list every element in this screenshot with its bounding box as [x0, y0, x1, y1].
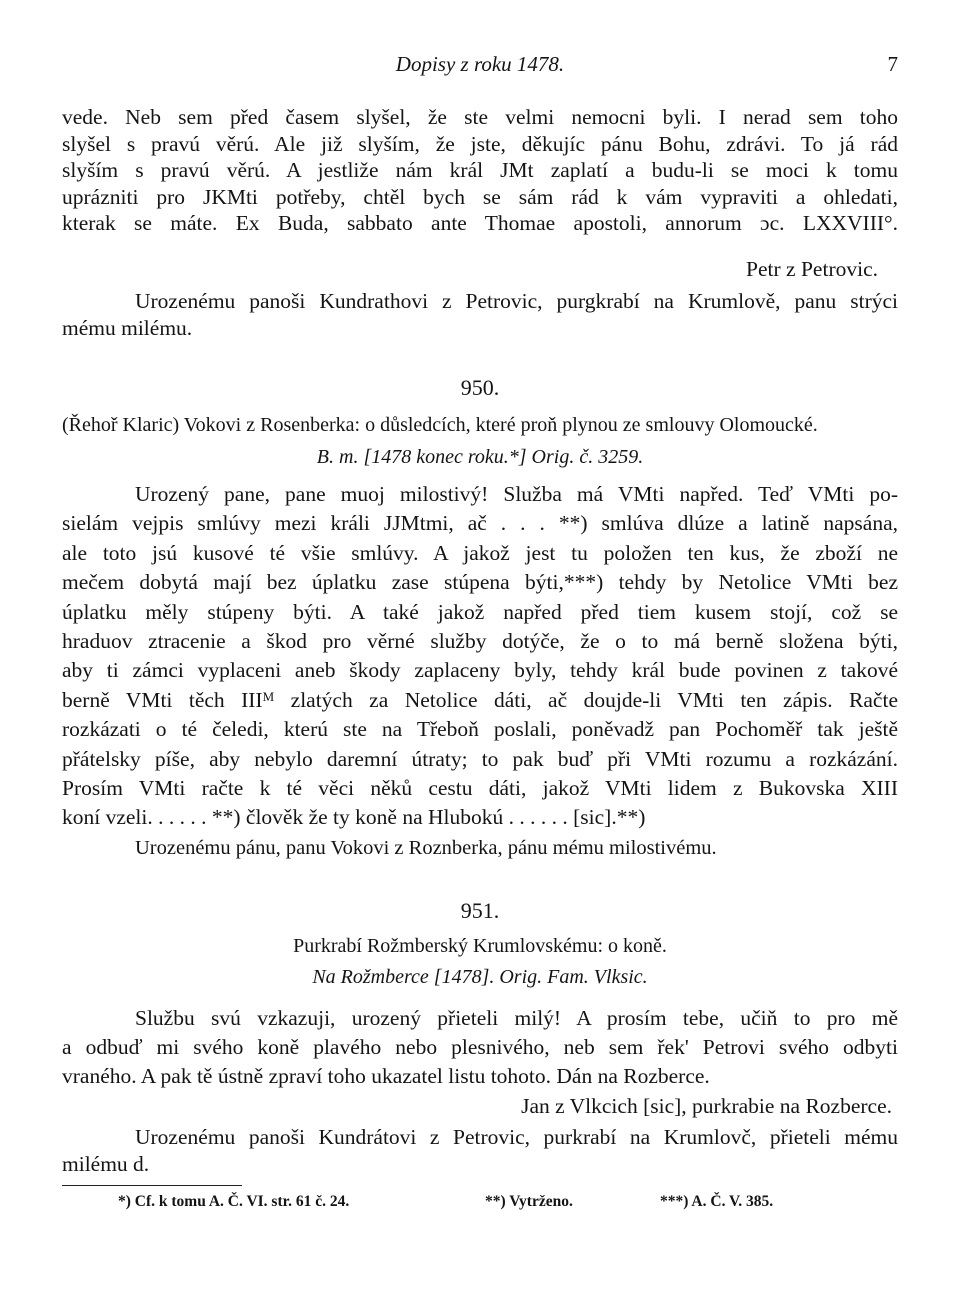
letter-949-address — [62, 288, 898, 341]
footnote-rule — [62, 1185, 242, 1186]
letter-951-number: 951. — [460, 898, 500, 923]
text-line: ale toto jsú kusové té všie smlúvy. A jakož jest tu položen ten kus, že zboží ne — [62, 540, 898, 565]
text-line: a odbuď mi svého koně plavého nebo plesnivého, neb sem řek' Petrovi svého odbyti — [62, 1035, 898, 1059]
text-line: uprázniti pro JKMti potřeby, chtěl bych se sám rád k vám vypraviti a ohledati, — [62, 184, 898, 209]
footnote-1: *) Cf. k tomu A. Č. VI. str. 61 č. 24. — [118, 1193, 350, 1210]
text-line: Prosím VMti račte k té věci něků cestu dáti, jakož VMti lidem z Bukovska XIII — [62, 775, 898, 800]
address-line: milému d. — [62, 1152, 150, 1176]
address-line: mému milému. — [62, 315, 193, 340]
text-line: mečem dobytá mají bez úplatku zase stúpena býti,***) tehdy by Netolice VMti bez — [62, 570, 898, 595]
page-number: 7 — [887, 52, 898, 76]
letter-950-summary: (Řehoř Klaric) Vokovi z Rosenberka: o důsledcích, které proň plynou ze smlouvy Olomoucké. — [62, 414, 818, 436]
address-line: Urozenému panoši Kundrathovi z Petrovic, purgkrabí na Krumlově, panu strýci — [135, 289, 898, 313]
letter-951-address — [62, 1124, 898, 1178]
address-line: Urozenému panoši Kundrátovi z Petrovic, purkrabí na Krumlovč, přieteli mému — [135, 1125, 898, 1149]
text-line: vede. Neb sem před časem slyšel, že ste velmi nemocni byli. I nerad sem toho — [62, 105, 898, 129]
letter-949-text — [62, 104, 898, 237]
text-line: úplatku měly stúpeny býti. A také jakož napřed před tiem kusem stojí, což se — [62, 599, 898, 624]
footnote-3: ***) A. Č. V. 385. — [660, 1193, 774, 1210]
text-line: koní vzeli. . . . . . **) člověk že ty koně na Hlubokú . . . . . . [sic].**) — [62, 805, 646, 830]
text-line: vraného. A pak tě ústně zpraví toho ukazatel listu tohoto. Dán na Rozberce. — [62, 1064, 710, 1088]
text-line: Urozený pane, pane muoj milostivý! Služba má VMti napřed. Teď VMti po- — [135, 482, 898, 506]
letter-950-source: B. m. [1478 konec roku.*] Orig. č. 3259. — [316, 446, 644, 468]
letter-950-body — [62, 480, 898, 833]
text-line: kterak se máte. Ex Buda, sabbato ante Thomae apostoli, annorum ɔc. LXXVIII°. — [62, 211, 898, 236]
letter-950-address: Urozenému pánu, panu Vokovi z Roznberka, pánu mému milostivému. — [135, 837, 717, 859]
text-line: aby ti zámci vyplaceni aneb škody zaplaceny byly, tehdy král bude povinen z takové — [62, 658, 898, 683]
text-line: Službu svú vzkazuji, urozený přieteli milý! A prosím tebe, učiň to pro mě — [135, 1006, 898, 1030]
text-line: hraduov ztracenie a škod pro věrné služby dotýče, že o to má berně složena býti, — [62, 628, 898, 653]
letter-951-body — [62, 1004, 898, 1091]
letter-951-source: Na Rožmberce [1478]. Orig. Fam. Vlksic. — [312, 966, 648, 988]
text-line: slyšel s pravú věrú. Ale již slyším, že jste, děkujíc pánu Bohu, zdrávi. To já rád — [62, 131, 898, 156]
text-line: rozkázati o té čeledi, kterú ste na Třeboň poslali, poněvadž pan Pochoměř tak ještě — [62, 717, 898, 742]
letter-951-signature: Jan z Vlkcich [sic], purkrabie na Rozberce. — [521, 1094, 892, 1118]
text-line: sielám vejpis smlúvy mezi králi JJMtmi, ač . . . **) smlúva dlúze a latině napsána, — [62, 511, 898, 536]
footnote-2: **) Vytrženo. — [485, 1193, 573, 1210]
text-line: přátelsky píše, aby nebylo daremní útraty; to pak buď při VMti rozumu a rozkázání. — [62, 746, 898, 771]
letter-951-summary: Purkrabí Rožmberský Krumlovskému: o koně. — [293, 935, 667, 957]
text-line: slyším s pravú věrú. A jestliže nám král JMt zaplatí a budu-li se moci k tomu — [62, 158, 898, 183]
letter-949-signature: Petr z Petrovic. — [746, 257, 878, 281]
running-title: Dopisy z roku 1478. — [395, 52, 565, 76]
letter-950-number: 950. — [460, 375, 500, 400]
text-line: berně VMti těch IIIᴹ zlatých za Netolice dáti, ač doujde-li VMti ten zápis. Račte — [62, 687, 898, 712]
